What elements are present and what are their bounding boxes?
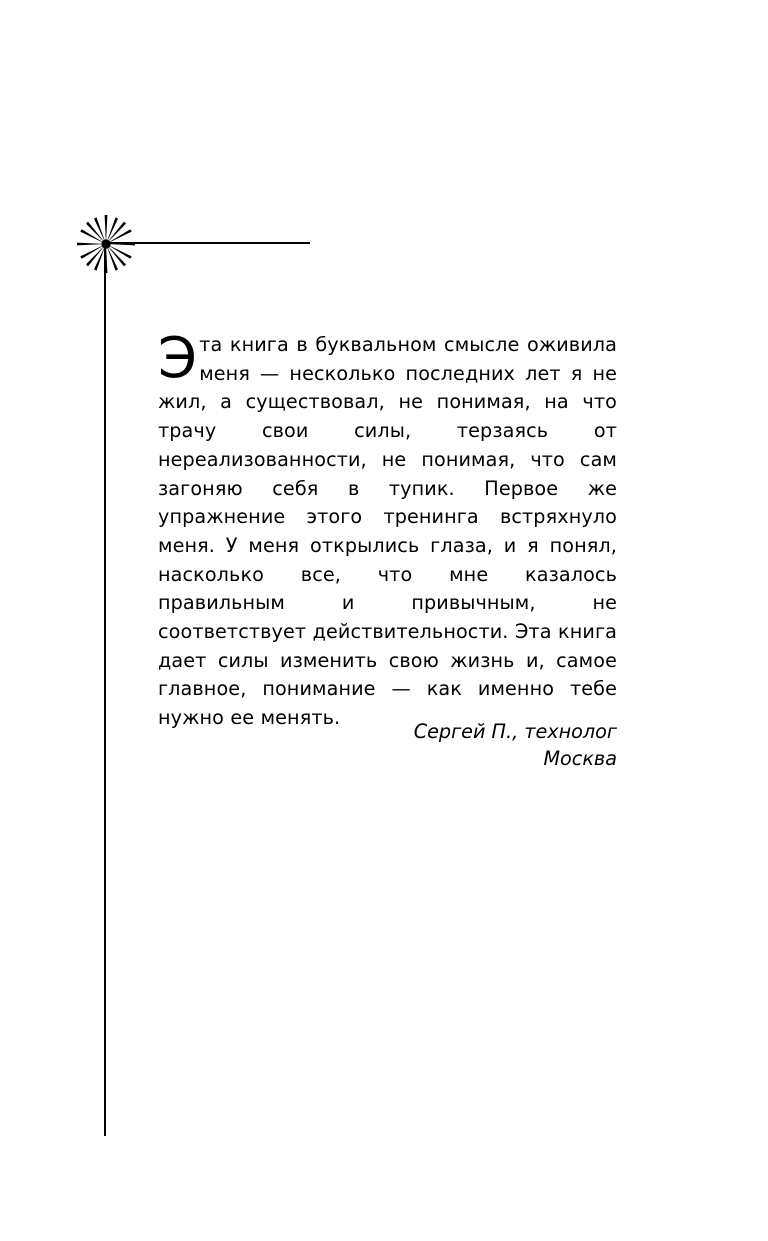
attribution-city: Москва [543,747,617,770]
testimonial-attribution [158,718,617,772]
horizontal-rule [105,242,310,244]
vertical-rule [104,243,106,1136]
starburst-icon [74,212,138,276]
attribution-name-role: Сергей П., технолог [413,720,617,743]
testimonial-quote [158,326,617,733]
testimonial-body-text: Эта книга в буквальном смысле оживила меня — несколько последних лет я не жил, а существовал, не понимая, на что трачу свои силы, терзаясь от нереализованности, не понимая, что сам загоняю себя в тупик. Первое же упражнение этого тренинга встряхнуло меня. У меня открылись глаза, и я понял, насколько все, что мне казалось правильным и привычным, не соответствует действительности. Эта книга дает силы изменить свою жизнь и, самое главное, понимание — как именно тебе нужно ее менять. [158,326,617,730]
